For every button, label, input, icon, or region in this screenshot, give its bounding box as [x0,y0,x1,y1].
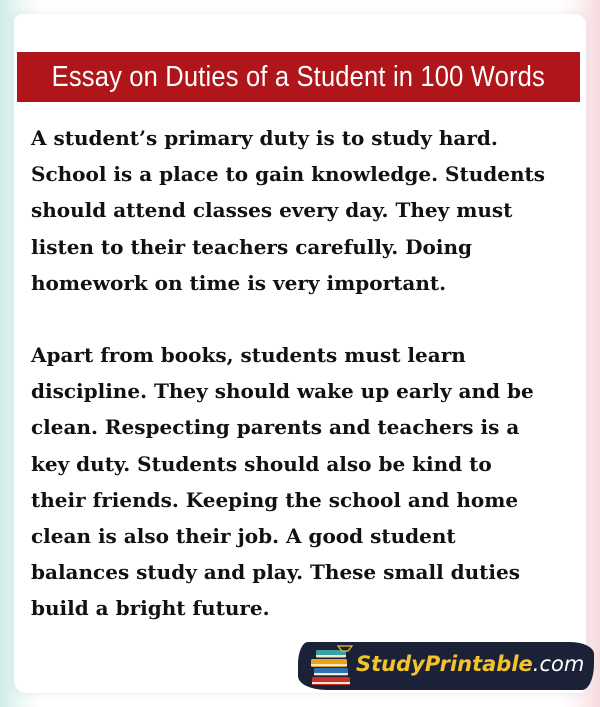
paragraph-1-line-4: listen to their teachers carefully. Doing [31,234,472,259]
books-stack-icon [308,644,354,688]
paragraph-1-line-1: A student’s primary duty is to study hard. [31,126,498,150]
title-bar [17,52,580,102]
paragraph-2-line-1: Apart from books, students must learn [31,343,466,368]
paragraph-1-line-2: School is a place to gain knowledge. Students [31,162,546,187]
logo-word-study: Study [356,652,425,676]
paragraph-2-line-2: discipline. They should wake up early and be [31,379,534,404]
paragraph-2-line-6: clean is also their job. A good student [31,524,456,549]
studyprintable-logo [298,640,594,694]
paragraph-2-line-7: balances study and play. These small duties [31,560,520,585]
logo-tld: .com [532,652,585,676]
logo-word-printable: Printable [424,652,533,676]
paragraph-2-line-3: clean. Respecting parents and teachers is a [31,415,520,440]
paragraph-gap [31,301,576,337]
page-title: Essay on Duties of a Student in 100 Words [51,60,546,93]
logo-wordmark [356,652,584,676]
essay-body [31,120,576,627]
paragraph-1-line-5: homework on time is very important. [31,270,447,295]
paragraph-1-line-3: should attend classes every day. They must [31,198,513,223]
paragraph-2-line-5: their friends. Keeping the school and home [31,487,519,512]
paragraph-2-line-4: key duty. Students should also be kind to [31,451,492,476]
paragraph-2-line-8: build a bright future. [31,596,270,621]
